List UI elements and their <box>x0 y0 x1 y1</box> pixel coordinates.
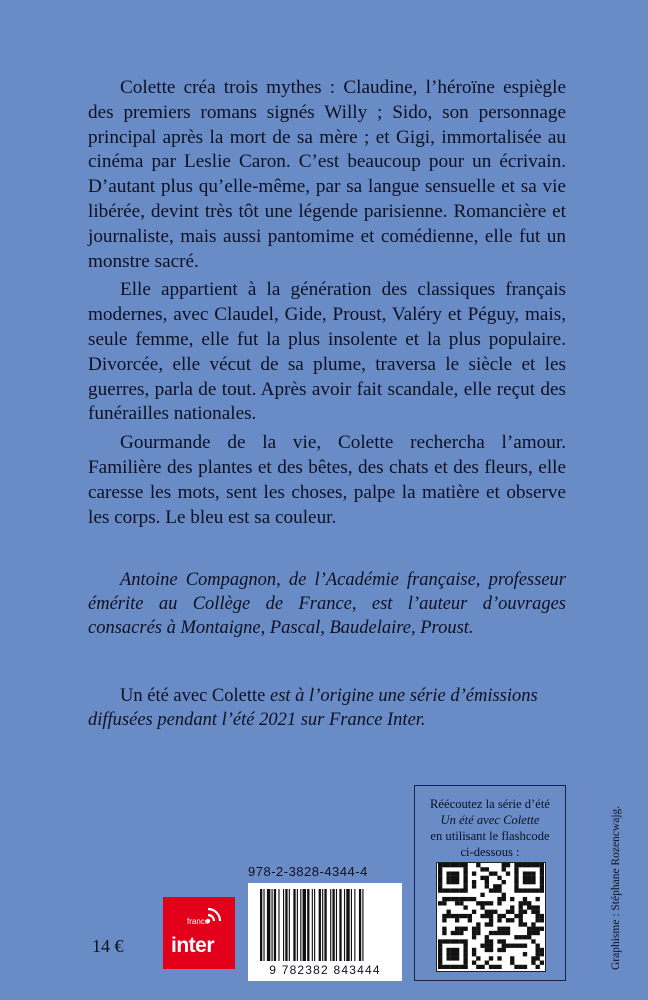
author-bio: Antoine Compagnon, de l’Académie française, professeur émérite au Collège de France, est l’auteur d’ouvrages consacrés à Montaigne, Pascal, Baudelaire, Proust. <box>88 570 566 638</box>
barcode-icon <box>260 889 390 961</box>
flashcode-line-1: Réécoutez la série d’été <box>430 797 550 811</box>
qr-code-icon <box>438 863 544 969</box>
france-inter-logo <box>163 897 235 969</box>
barcode <box>248 883 402 981</box>
radio-note-title: Un été avec Colette <box>120 686 266 706</box>
logo-small-text: france <box>187 917 210 926</box>
isbn-text: 978-2-3828-4344-4 <box>248 864 368 879</box>
blurb-text <box>88 76 566 530</box>
barcode-number: 9 782382 843444 <box>269 963 381 977</box>
logo-big-text: inter <box>171 934 215 957</box>
flashcode-line-4: ci-dessous : <box>460 845 520 859</box>
blurb-paragraph-2: Elle appartient à la génération des classiques français modernes, avec Claudel, Gide, Proust, Valéry et Péguy, mais, seule femme, elle fut la plus insolente et la plus populaire. Divorcée, elle vécut de sa plume, traversa le siècle et les guerres, parla de tout. Après avoir fait scandale, elle reçut des funérailles nationales. <box>88 279 566 425</box>
flashcode-box <box>414 785 566 981</box>
design-credit: Graphisme : Stéphane Rozencwajg. <box>610 805 622 970</box>
qr-code[interactable] <box>436 862 546 972</box>
price: 14 € <box>92 936 124 956</box>
radio-note <box>88 684 566 732</box>
blurb-paragraph-3: Gourmande de la vie, Colette rechercha l’amour. Familière des plantes et des bêtes, des chats et des fleurs, elle caresse les mots, sent les choses, palpe la matière et observe les corps. Le bleu est sa couleur. <box>88 432 566 528</box>
blurb-paragraph-1: Colette créa trois mythes : Claudine, l’héroïne espiègle des premiers romans signés Willy ; Sido, son personnage principal après la mort de sa mère ; et Gigi, immortalisée au cinéma par Leslie Caron. C’est beaucoup pour un écrivain. D’autant plus qu’elle-même, par sa langue sensuelle et sa vie libérée, devint très tôt une légende parisienne. Romancière et journaliste, mais aussi pantomime et comédienne, elle fut un monstre sacré. <box>88 77 566 272</box>
radio-note-text: est à l’origine une série d’émissions diffusées pendant l’été 2021 sur France Inter. <box>88 686 538 730</box>
flashcode-line-2: Un été avec Colette <box>440 813 540 827</box>
flashcode-line-3: en utilisant le flashcode <box>430 829 550 843</box>
